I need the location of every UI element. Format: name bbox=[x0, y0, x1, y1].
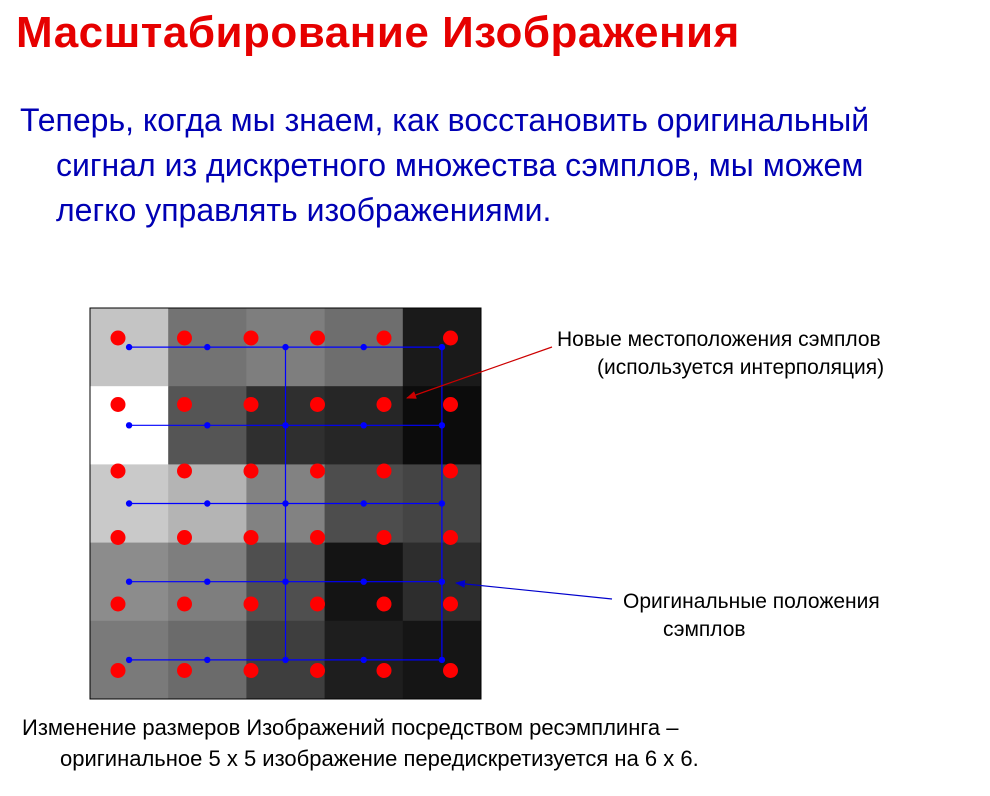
new-sample-dot bbox=[310, 464, 325, 479]
new-sample-dot bbox=[177, 397, 192, 412]
original-sample-dot bbox=[361, 344, 367, 350]
annotation-orig-line-1: Оригинальные положения bbox=[623, 590, 880, 613]
new-sample-dot bbox=[111, 597, 126, 612]
new-sample-dot bbox=[377, 331, 392, 346]
new-sample-dot bbox=[443, 530, 458, 545]
new-sample-dot bbox=[111, 331, 126, 346]
original-sample-dot bbox=[282, 500, 288, 506]
new-sample-dot bbox=[443, 464, 458, 479]
body-line-3: легко управлять изображениями. bbox=[56, 192, 552, 228]
new-sample-dot bbox=[244, 597, 259, 612]
annotation-new-samples bbox=[557, 326, 884, 382]
slide-title: Масштабирование Изображения bbox=[16, 8, 740, 57]
body-line-2: сигнал из дискретного множества сэмплов, мы можем bbox=[56, 147, 864, 183]
new-sample-dot bbox=[443, 331, 458, 346]
original-sample-dot bbox=[282, 579, 288, 585]
original-sample-dot bbox=[126, 344, 132, 350]
original-sample-dot bbox=[204, 657, 210, 663]
annotation-new-line-1: Новые местоположения сэмплов bbox=[557, 328, 881, 351]
new-sample-dot bbox=[177, 597, 192, 612]
original-sample-dot bbox=[439, 657, 445, 663]
annotation-new-line-2: (используется интерполяция) bbox=[597, 356, 885, 379]
original-sample-dot bbox=[282, 657, 288, 663]
caption-line-1: Изменение размеров Изображений посредством ресэмплинга – bbox=[22, 715, 679, 740]
new-sample-dot bbox=[310, 663, 325, 678]
original-sample-dot bbox=[126, 579, 132, 585]
new-sample-dot bbox=[377, 663, 392, 678]
original-sample-dot bbox=[204, 344, 210, 350]
new-sample-dot bbox=[177, 530, 192, 545]
new-sample-dot bbox=[244, 530, 259, 545]
new-sample-dot bbox=[377, 464, 392, 479]
original-sample-dot bbox=[439, 500, 445, 506]
original-sample-dot bbox=[204, 579, 210, 585]
new-sample-dot bbox=[244, 397, 259, 412]
new-sample-dot bbox=[244, 331, 259, 346]
original-sample-dot bbox=[439, 344, 445, 350]
original-sample-dot bbox=[361, 657, 367, 663]
original-sample-dot bbox=[361, 422, 367, 428]
original-sample-dot bbox=[204, 500, 210, 506]
new-sample-dot bbox=[377, 530, 392, 545]
new-sample-dot bbox=[111, 530, 126, 545]
caption bbox=[22, 712, 699, 774]
new-sample-dot bbox=[244, 663, 259, 678]
original-sample-dot bbox=[361, 579, 367, 585]
new-sample-dot bbox=[443, 597, 458, 612]
original-sample-dot bbox=[126, 657, 132, 663]
original-sample-dot bbox=[282, 422, 288, 428]
annotation-orig-line-2: сэмплов bbox=[663, 618, 746, 641]
new-sample-dot bbox=[377, 597, 392, 612]
original-sample-dot bbox=[126, 422, 132, 428]
new-sample-dot bbox=[443, 397, 458, 412]
body-line-1: Теперь, когда мы знаем, как восстановить оригинальный bbox=[20, 102, 870, 138]
original-sample-dot bbox=[204, 422, 210, 428]
new-sample-dot bbox=[177, 464, 192, 479]
new-sample-dot bbox=[177, 331, 192, 346]
original-sample-dot bbox=[439, 579, 445, 585]
new-sample-dot bbox=[377, 397, 392, 412]
original-sample-dot bbox=[439, 422, 445, 428]
caption-line-2: оригинальное 5 x 5 изображение передискретизуется на 6 x 6. bbox=[60, 746, 699, 771]
new-sample-dot bbox=[310, 597, 325, 612]
original-sample-dot bbox=[126, 500, 132, 506]
original-sample-dot bbox=[282, 344, 288, 350]
new-sample-dot bbox=[111, 397, 126, 412]
new-sample-dot bbox=[310, 331, 325, 346]
new-sample-dot bbox=[310, 397, 325, 412]
annotation-original-samples bbox=[623, 588, 880, 644]
new-sample-dot bbox=[111, 663, 126, 678]
new-sample-dot bbox=[244, 464, 259, 479]
original-sample-dot bbox=[361, 500, 367, 506]
new-sample-dot bbox=[310, 530, 325, 545]
new-sample-dot bbox=[443, 663, 458, 678]
new-sample-dot bbox=[177, 663, 192, 678]
new-sample-dot bbox=[111, 464, 126, 479]
